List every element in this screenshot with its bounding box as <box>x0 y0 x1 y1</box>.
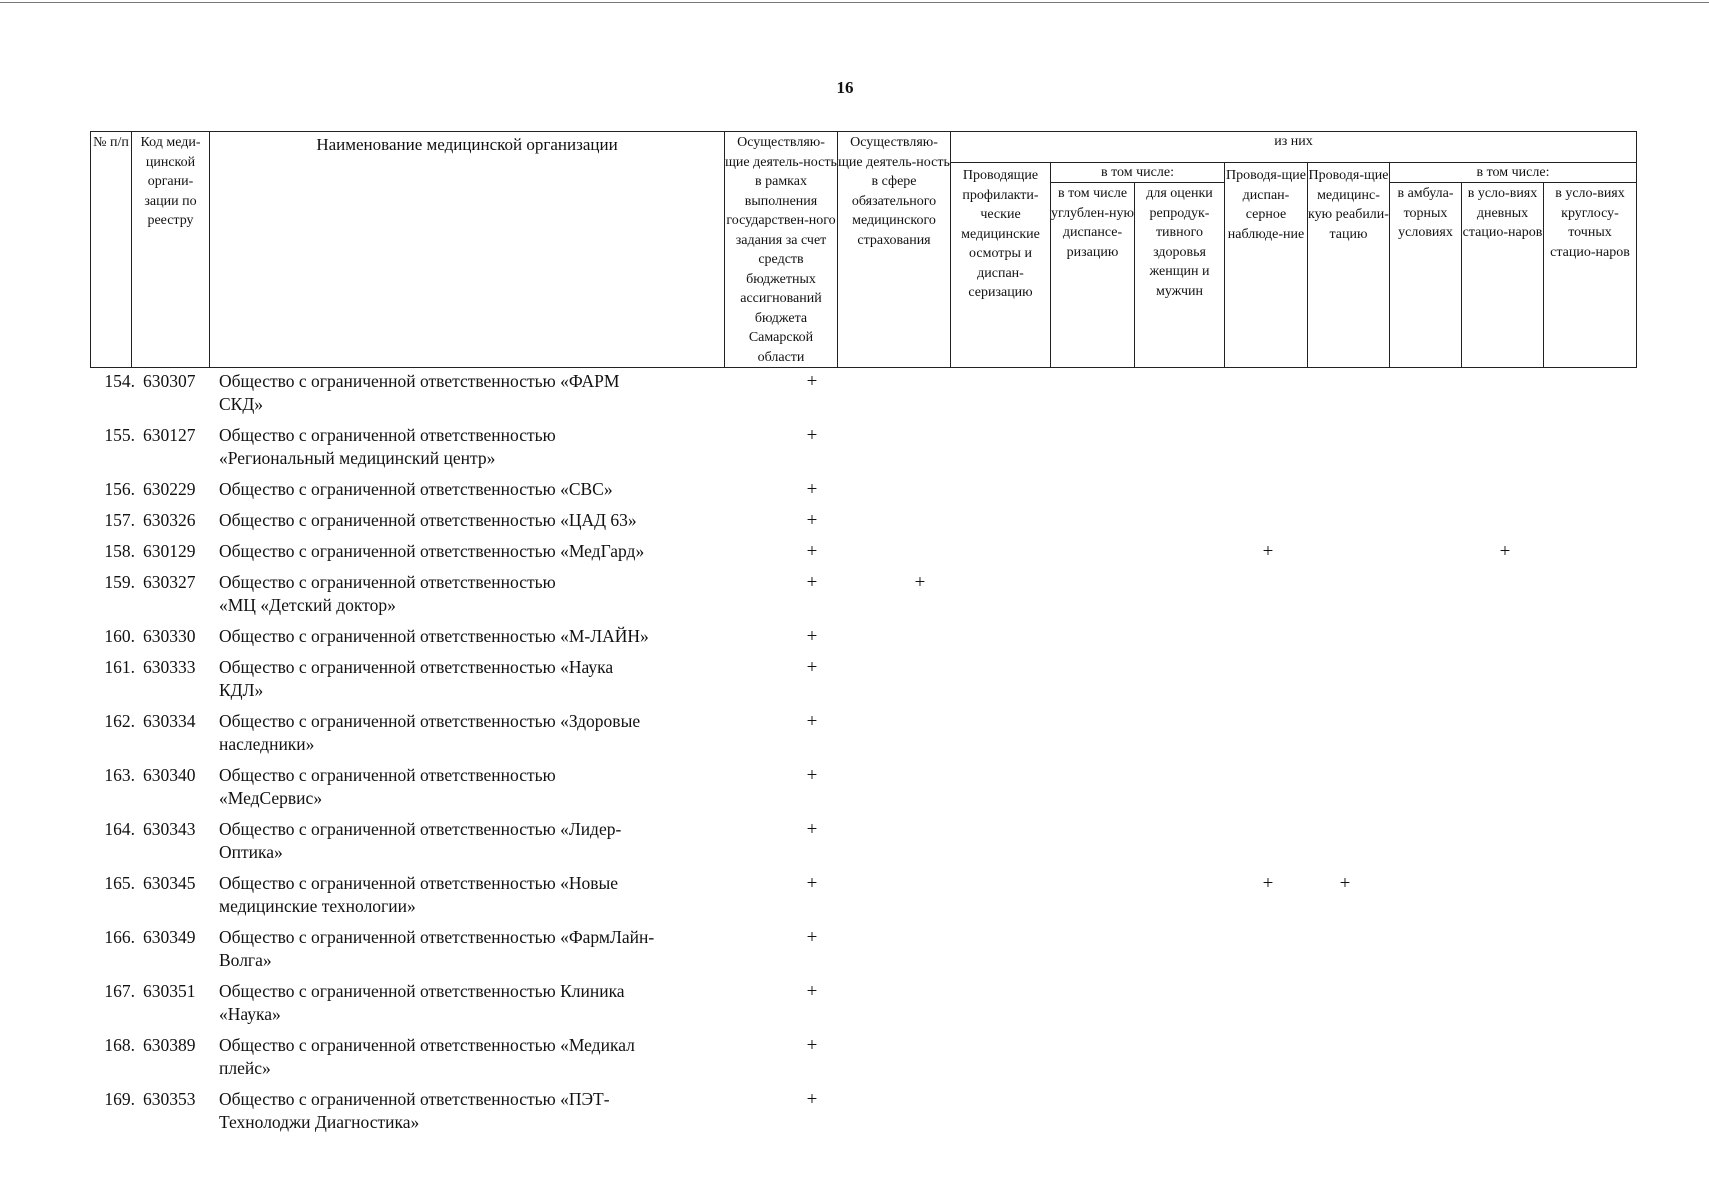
header-repro: для оценки репродук-тивного здоровья женщин и мужчин <box>1134 182 1225 368</box>
row-code: 630349 <box>143 927 196 947</box>
org-name-line-1: Общество с ограниченной ответственностью «Здоровые <box>219 711 641 731</box>
mark-oms: + <box>806 510 818 531</box>
org-name-line-2: СКД» <box>219 394 264 414</box>
row-organization-name <box>219 1034 819 1080</box>
org-name-line-1: Общество с ограниченной ответственностью «СВС» <box>219 479 613 499</box>
header-incl2: в том числе: <box>1389 162 1637 183</box>
row-organization-name <box>219 1088 819 1134</box>
row-number: 162. <box>104 711 135 731</box>
mark-oms: + <box>806 711 818 732</box>
row-number: 157. <box>104 510 135 530</box>
mark-oms: + <box>806 541 818 562</box>
org-name-line-2: «Наука» <box>219 1004 281 1024</box>
mark-oms: + <box>806 927 818 948</box>
header-amb: в амбула-торных условиях <box>1389 182 1462 368</box>
table-header <box>90 131 1637 368</box>
org-name-line-1: Общество с ограниченной ответственностью <box>219 765 556 785</box>
row-number: 158. <box>104 541 135 561</box>
org-name-line-1: Общество с ограниченной ответственностью «ФАРМ <box>219 371 620 391</box>
org-name-line-1: Общество с ограниченной ответственностью «Наука <box>219 657 614 677</box>
row-code: 630343 <box>143 819 196 839</box>
row-organization-name <box>219 370 819 416</box>
header-of-them: из них <box>950 131 1637 163</box>
row-organization-name <box>219 478 819 501</box>
row-code: 630333 <box>143 657 196 677</box>
mark-oms: + <box>806 873 818 894</box>
row-number: 166. <box>104 927 135 947</box>
row-code: 630327 <box>143 572 196 592</box>
org-name-line-2: КДЛ» <box>219 680 264 700</box>
org-name-line-2: «МЦ «Детский доктор» <box>219 595 396 615</box>
org-name-line-1: Общество с ограниченной ответственностью <box>219 572 556 592</box>
header-oms: Осуществляю-щие деятель-ность в сфере обязательного медицинского страхования <box>837 131 951 368</box>
row-organization-name <box>219 710 819 756</box>
row-number: 161. <box>104 657 135 677</box>
org-name-line-1: Общество с ограниченной ответственностью «Лидер- <box>219 819 622 839</box>
page-number: 16 <box>836 78 854 97</box>
org-name-line-2: Оптика» <box>219 842 283 862</box>
row-number: 154. <box>104 371 135 391</box>
org-name-line-1: Общество с ограниченной ответственностью Клиника <box>219 981 625 1001</box>
mark-oms: + <box>806 1035 818 1056</box>
header-day: в усло-виях дневных стацио-наров <box>1461 182 1544 368</box>
header-code: Код меди-цинской органи-зации по реестру <box>131 131 210 368</box>
mark-oms: + <box>806 1089 818 1110</box>
mark-oms: + <box>806 981 818 1002</box>
header-prof: Проводящие профилакти-ческие медицинские осмотры и диспан-серизацию <box>950 162 1051 368</box>
org-name-line-2: «МедСервис» <box>219 788 323 808</box>
row-code: 630351 <box>143 981 196 1001</box>
page-top-rule <box>0 2 1709 3</box>
row-code: 630229 <box>143 479 196 499</box>
org-name-line-1: Общество с ограниченной ответственностью «Новые <box>219 873 618 893</box>
mark-rehab: + <box>1262 541 1274 562</box>
org-name-line-2: «Региональный медицинский центр» <box>219 448 496 468</box>
row-number: 159. <box>104 572 135 592</box>
row-code: 630330 <box>143 626 196 646</box>
header-deep: в том числе углублен-ную диспансе-ризацию <box>1050 182 1135 368</box>
header-disp: Проводя-щие диспан-серное наблюде-ние <box>1224 162 1308 368</box>
org-name-line-1: Общество с ограниченной ответственностью «Медикал <box>219 1035 635 1055</box>
org-name-line-1: Общество с ограниченной ответственностью <box>219 425 556 445</box>
mark-oms: + <box>806 425 818 446</box>
org-name-line-2: наследники» <box>219 734 315 754</box>
header-round: в усло-виях круглосу-точных стацио-наров <box>1543 182 1637 368</box>
header-incl1: в том числе: <box>1050 162 1225 183</box>
row-code: 630334 <box>143 711 196 731</box>
org-name-line-2: Технолоджи Диагностика» <box>219 1112 420 1132</box>
mark-rehab: + <box>1262 873 1274 894</box>
row-organization-name <box>219 926 819 972</box>
row-number: 169. <box>104 1089 135 1109</box>
row-organization-name <box>219 424 819 470</box>
org-name-line-1: Общество с ограниченной ответственностью «ПЭТ- <box>219 1089 610 1109</box>
row-code: 630345 <box>143 873 196 893</box>
row-number: 165. <box>104 873 135 893</box>
mark-amb: + <box>1339 873 1351 894</box>
org-name-line-2: Волга» <box>219 950 272 970</box>
org-name-line-1: Общество с ограниченной ответственностью «ЦАД 63» <box>219 510 637 530</box>
row-number: 163. <box>104 765 135 785</box>
org-name-line-1: Общество с ограниченной ответственностью «М-ЛАЙН» <box>219 626 649 646</box>
header-name: Наименование медицинской организации <box>209 131 725 368</box>
row-organization-name <box>219 509 819 532</box>
mark-oms: + <box>806 371 818 392</box>
row-organization-name <box>219 571 819 617</box>
row-code: 630340 <box>143 765 196 785</box>
mark-oms: + <box>806 819 818 840</box>
row-organization-name <box>219 540 819 563</box>
mark-oms: + <box>806 626 818 647</box>
row-number: 167. <box>104 981 135 1001</box>
org-name-line-2: плейс» <box>219 1058 271 1078</box>
header-budget: Осуществляю-щие деятель-ность в рамках выполнения государствен-ного задания за счет средств бюджетных ассигнований бюджета Самарской области <box>724 131 838 368</box>
row-number: 155. <box>104 425 135 445</box>
row-code: 630129 <box>143 541 196 561</box>
row-code: 630389 <box>143 1035 196 1055</box>
row-code: 630353 <box>143 1089 196 1109</box>
row-organization-name <box>219 656 819 702</box>
row-organization-name <box>219 764 819 810</box>
org-name-line-2: медицинские технологии» <box>219 896 416 916</box>
header-num: № п/п <box>90 131 132 368</box>
row-code: 630127 <box>143 425 196 445</box>
row-organization-name <box>219 625 819 648</box>
row-code: 630307 <box>143 371 196 391</box>
mark-oms: + <box>806 479 818 500</box>
row-organization-name <box>219 872 819 918</box>
row-number: 156. <box>104 479 135 499</box>
row-organization-name <box>219 818 819 864</box>
mark-oms: + <box>806 572 818 593</box>
org-name-line-1: Общество с ограниченной ответственностью «МедГард» <box>219 541 645 561</box>
mark-prof: + <box>914 572 926 593</box>
mark-oms: + <box>806 657 818 678</box>
row-number: 168. <box>104 1035 135 1055</box>
mark-oms: + <box>806 765 818 786</box>
row-number: 164. <box>104 819 135 839</box>
row-code: 630326 <box>143 510 196 530</box>
org-name-line-1: Общество с ограниченной ответственностью «ФармЛайн- <box>219 927 655 947</box>
mark-round: + <box>1499 541 1511 562</box>
row-organization-name <box>219 980 819 1026</box>
row-number: 160. <box>104 626 135 646</box>
header-rehab: Проводя-щие медицинс-кую реабили-тацию <box>1307 162 1390 368</box>
